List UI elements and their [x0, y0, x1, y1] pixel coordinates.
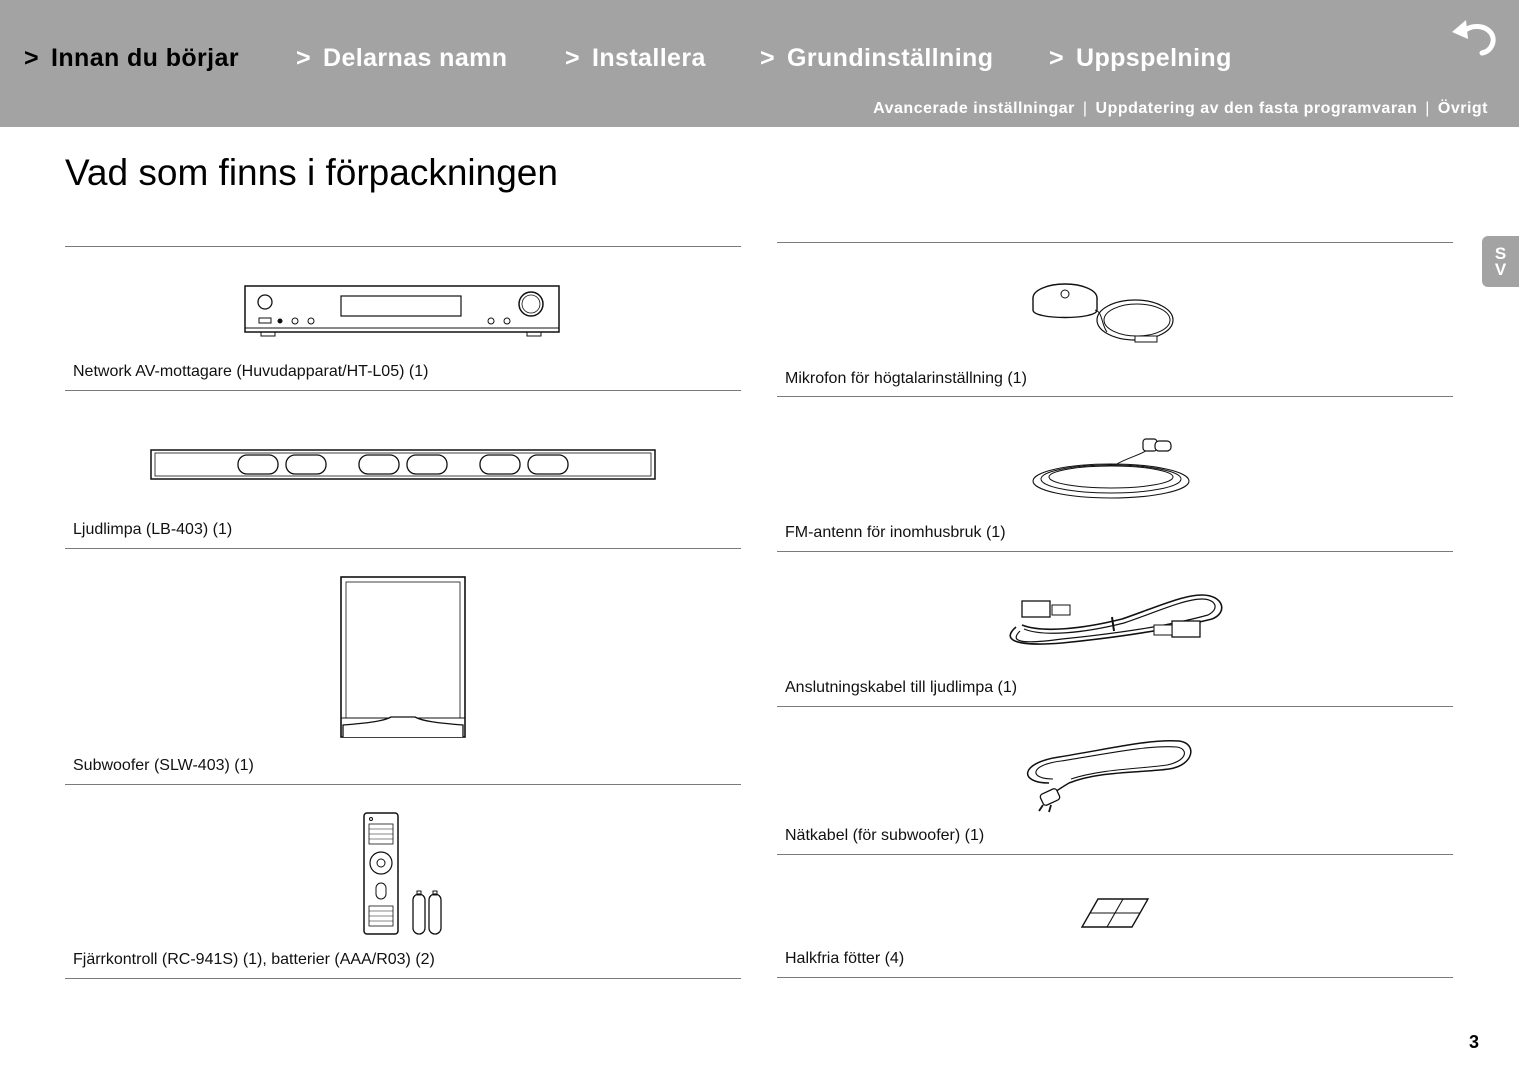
item-caption: Nätkabel (för subwoofer) (1) — [785, 827, 985, 844]
item-caption: Ljudlimpa (LB-403) (1) — [73, 521, 233, 538]
nav-label: Uppspelning — [1076, 44, 1232, 72]
nonslip-feet-illustration — [1080, 897, 1150, 929]
back-arrow-icon — [1449, 15, 1499, 59]
item-caption: Anslutningskabel till ljudlimpa (1) — [785, 679, 1018, 696]
subwoofer-illustration — [339, 575, 467, 741]
header-bar — [0, 0, 1519, 127]
divider — [777, 551, 1453, 552]
microphone-illustration — [1031, 280, 1179, 348]
page-number: 3 — [1469, 1032, 1480, 1052]
chevron-right-icon: > — [296, 44, 311, 72]
subnav-ovrigt[interactable]: Övrigt — [1437, 100, 1488, 117]
divider — [65, 548, 741, 549]
nav-label: Grundinställning — [787, 44, 994, 72]
connection-cable-illustration — [1002, 589, 1228, 651]
divider — [777, 706, 1453, 707]
divider — [65, 246, 741, 247]
nav-delarnas-namn[interactable] — [296, 44, 507, 73]
chevron-right-icon: > — [565, 44, 580, 72]
chevron-right-icon: > — [1049, 44, 1064, 72]
nav-label: Innan du börjar — [51, 44, 239, 72]
item-caption: FM-antenn för inomhusbruk (1) — [785, 524, 1006, 541]
divider — [777, 977, 1453, 978]
subnav-uppdatering[interactable]: Uppdatering av den fasta programvaran — [1095, 100, 1418, 117]
nav-label: Delarnas namn — [323, 44, 508, 72]
page-title: Vad som finns i förpackningen — [65, 152, 558, 193]
item-caption: Fjärrkontroll (RC-941S) (1), batterier (AAA/R03) (2) — [73, 951, 435, 968]
fm-antenna-illustration — [1031, 435, 1197, 501]
receiver-illustration — [243, 284, 561, 338]
nav-uppspelning[interactable] — [1049, 44, 1232, 73]
back-button[interactable] — [1449, 15, 1499, 59]
divider — [777, 242, 1453, 243]
separator: | — [1425, 100, 1430, 117]
chevron-right-icon: > — [760, 44, 775, 72]
subnav-avancerade-installningar[interactable]: Avancerade inställningar — [873, 100, 1075, 117]
item-caption: Mikrofon för högtalarinställning (1) — [785, 370, 1027, 387]
item-caption: Halkfria fötter (4) — [785, 950, 905, 967]
divider — [65, 978, 741, 979]
divider — [777, 854, 1453, 855]
divider — [777, 396, 1453, 397]
sub-nav — [873, 100, 1488, 118]
power-cable-illustration — [1019, 733, 1193, 813]
soundbar-illustration — [150, 449, 656, 481]
item-caption: Network AV-mottagare (Huvudapparat/HT-L05) (1) — [73, 363, 429, 380]
lang-letter: V — [1494, 260, 1507, 279]
remote-batteries-illustration — [362, 811, 446, 937]
separator: | — [1082, 100, 1088, 117]
divider — [65, 784, 741, 785]
lang-letter: S — [1494, 244, 1507, 263]
nav-installera[interactable] — [565, 44, 706, 73]
chevron-right-icon: > — [24, 44, 39, 72]
item-caption: Subwoofer (SLW-403) (1) — [73, 757, 254, 774]
nav-grundinstallning[interactable] — [760, 44, 993, 73]
nav-label: Installera — [592, 44, 706, 72]
language-tab[interactable] — [1482, 236, 1519, 287]
nav-innan-du-borjar[interactable] — [24, 44, 239, 73]
divider — [65, 390, 741, 391]
